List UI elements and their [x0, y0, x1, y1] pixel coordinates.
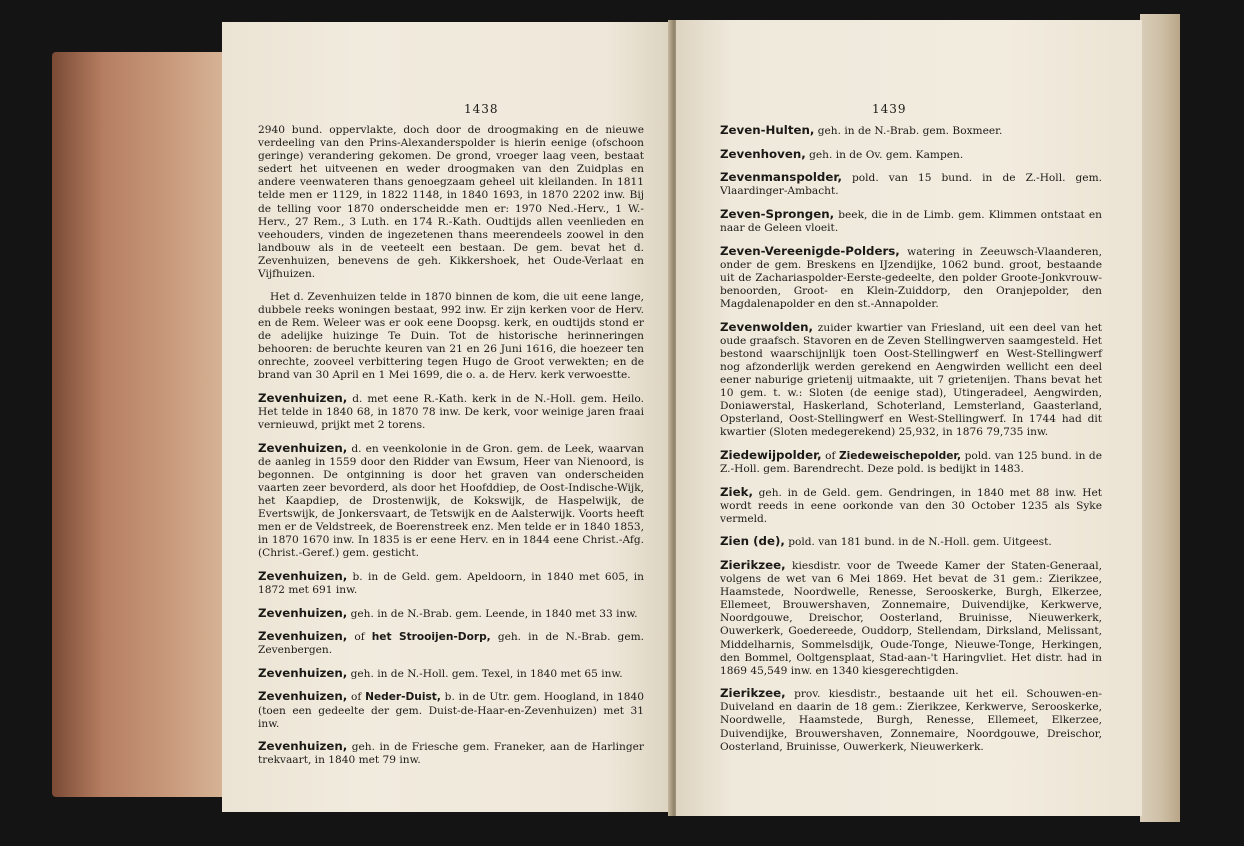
left-page [222, 22, 672, 812]
entry: Zeven-Vereenigde-Polders, watering in Zeeuwsch-Vlaanderen, onder de gem. Breskens en IJzendijke, 1062 bund. groot, bestaande uit de Zachariaspolder-Eerste-gedeelte, den polder Groote-Jonkvrouw-benoorden, Groot- en Klein-Zuiddorp, den Oranjepolder, den Magdalenapolder en den st.-Annapolder. [720, 243, 1102, 310]
entry-headword: Zevenhoven, [720, 146, 806, 161]
entry: Zevenhuizen, geh. in de N.-Brab. gem. Leende, in 1840 met 33 inw. [258, 605, 638, 620]
entry-alt-name: het Strooijen-Dorp, [371, 631, 491, 644]
entry-headword: Zevenhuizen, [258, 665, 348, 680]
entry: Zevenhuizen, of het Strooijen-Dorp, geh. in de N.-Brab. gem. Zevenbergen. [258, 629, 645, 657]
page-number-left: 1438 [464, 102, 499, 116]
entry: Zevenhuizen, geh. in de Friesche gem. Franeker, aan de Harlinger trekvaart, in 1840 met 79 inw. [258, 739, 644, 767]
entry: Zierikzee, prov. kiesdistr., bestaande uit het eil. Schouwen-en-Duiveland en daarin de 18 gem.: Zierikzee, Kerkwerve, Serooskerke, Noordwelle, Haamstede, Burgh, Renesse, Ellemeet, Elkerzee, Duivendijke, Brouwershaven, Zonnemaire, Noordgouwe, Dreischor, Oosterland, Bruinisse, Ouwerkerk, Nieuwerkerk. [720, 686, 1102, 753]
entry-paragraph: 2940 bund. oppervlakte, doch door de droogmaking en de nieuwe verdeeling van den Prins-Alexanderspolder is hierin eenige (ofschoon geringe) verandering gekomen. De grond, vroeger laag veen, bestaat sedert het uitveenen en weder droogmaken van den Zuidplas en andere veenwateren thans genoegzaam geheel uit kleilanden. In 1811 telde men er 1129, in 1822 1148, in 1840 1693, in 1870 2202 inw. Bij de telling voor 1870 onderscheidde men er: 1970 Ned.-Herv., 1 W.-Herv., 27 Rem., 3 Luth. en 174 R.-Kath. Oudtijds allen veenlieden en veehouders, vinden de ingezetenen thans meerendeels zoowel in den landbouw als in de veeteelt een bestaan. De gem. bevat het d. Zevenhuizen, benevens de geh. Kikkershoek, het Oude-Verlaat en Vijfhuizen. [258, 124, 644, 281]
entry: Ziek, geh. in de Geld. gem. Gendringen, in 1840 met 88 inw. Het wordt reeds in eene oorkonde van den 30 October 1235 als Syke vermeld. [720, 484, 1102, 525]
entry-headword: Zevenmanspolder, [720, 170, 842, 185]
entry-headword: Zevenhuizen, [258, 440, 348, 455]
right-page [676, 20, 1142, 816]
entry-headword: Zeven-Sprongen, [720, 206, 835, 221]
entry: Zevenhuizen, b. in de Geld. gem. Apeldoorn, in 1840 met 605, in 1872 met 691 inw. [258, 568, 644, 596]
entry-headword: Ziek, [720, 484, 753, 499]
entry: Zierikzee, kiesdistr. voor de Tweede Kamer der Staten-Generaal, volgens de wet van 6 Mei 1869. Het bevat de 31 gem.: Zierikzee, Haamstede, Noordwelle, Renesse, Serooskerke, Burgh, Elkerzee, Ellemeet, Brouwershaven, Zonnemaire, Duivendijke, Kerkwerve, Noordgouwe, Dreischor, Oosterland, Bruinisse, Nieuwerkerk, Ouwerkerk, Goedereede, Ouddorp, Stellendam, Dirksland, Melissant, Middelharnis, Sommelsdijk, Oude-Tonge, Nieuwe-Tonge, Herkingen, den Bommel, Ooltgensplaat, Stad-aan-'t Haringvliet. Het distr. had in 1869 45,549 inw. en 1340 kiesgerechtigden. [720, 557, 1102, 677]
entry-headword: Zevenhuizen, [258, 568, 348, 583]
left-column [258, 124, 644, 777]
entry-alt-name: Neder-Duist, [365, 691, 441, 704]
entry: Zeven-Hulten, geh. in de N.-Brab. gem. Boxmeer. [720, 123, 1003, 137]
entry-paragraph: Het d. Zevenhuizen telde in 1870 binnen de kom, die uit eene lange, dubbele reeks woningen bestaat, 992 inw. Er zijn kerken voor de Herv. en de Rem. Weleer was er ook eene Doopsg. kerk, en oudtijds stond er de adelijke huizinge Te Duin. Tot de historische herinneringen behooren: de beruchte keuren van 21 en 26 Juni 1616, die hoezeer ten onrechte, zooveel verbittering tegen Hugo de Groot verwekten; en de brand van 30 April en 1 Mei 1699, die o. a. de Herv. kerk verwoestte. [258, 290, 644, 382]
entry-headword: Zeven-Hulten, [720, 123, 815, 137]
entry: Zevenhuizen, of Neder-Duist, b. in de Utr. gem. Hoogland, in 1840 (toen een gedeelte der gem. Duist-de-Haar-en-Zevenhuizen) met 31 inw. [258, 689, 644, 730]
entry-headword: Zeven-Vereenigde-Polders, [720, 243, 900, 258]
entry: Zevenhuizen, geh. in de N.-Holl. gem. Texel, in 1840 met 65 inw. [258, 665, 623, 680]
entry: Zevenhuizen, d. met eene R.-Kath. kerk in de N.-Holl. gem. Heilo. Het telde in 1840 68, in 1870 78 inw. De kerk, voor weinige jaren fraai vernieuwd, prijkt met 2 torens. [258, 390, 644, 431]
entry-headword: Zevenhuizen, [258, 605, 348, 620]
right-column [720, 124, 1102, 763]
page-edges-left [52, 52, 222, 797]
entry: Zevenhoven, geh. in de Ov. gem. Kampen. [720, 146, 964, 161]
entry-headword: Zevenhuizen, [258, 629, 348, 644]
entry-headword: Zierikzee, [720, 686, 786, 701]
entry-headword: Zevenhuizen, [258, 390, 348, 405]
entry: Zevenwolden, zuider kwartier van Friesland, uit een deel van het oude graafsch. Stavoren en de Zeven Stellingwerven saamgesteld. Het bestond waarschijnlijk toen Oost-Stellingwerf en West-Stellingwerf nog afzonderlijk werden gerekend en Aengwirden wellicht een deel eener naburige grietenij uitmaakte, uit 7 grietenijen. Thans bevat het 10 gem. t. w.: Sloten (de eenige stad), Utingeradeel, Aengwirden, Doniawerstal, Haskerland, Schoterland, Lemsterland, Gaasterland, Opsterland, Oost-Stellingwerf en West-Stellingwerf. In 1744 had dit kwartier (Sloten medegerekend) 25,932, in 1876 79,735 inw. [720, 319, 1102, 439]
entry: Ziedewijpolder, of Ziedeweischepolder, pold. van 125 bund. in de Z.-Holl. gem. Barendrecht. Deze pold. is bedijkt in 1483. [720, 447, 1102, 475]
entry-headword: Zevenhuizen, [258, 739, 348, 754]
entry: Zeven-Sprongen, beek, die in de Limb. gem. Klimmen ontstaat en naar de Geleen vloeit. [720, 206, 1102, 234]
entry: Zien (de), pold. van 181 bund. in de N.-Holl. gem. Uitgeest. [720, 534, 1052, 549]
entry: Zevenhuizen, d. en veenkolonie in de Gron. gem. de Leek, waarvan de aanleg in 1559 door den Ridder van Ewsum, Heer van Nienoord, is begonnen. De ontginning is door het graven van onderscheiden vaarten zeer bevorderd, als door het Hoofddiep, de Oost-Indische-Wijk, het Kaapdiep, de Drostenwijk, de Kokswijk, de Haspelwijk, de Evertswijk, de Jonkersvaart, de Tetswijk en de Aalsterwijk. Voorts heeft men er de Veldstreek, de Boerenstreek enz. Men telde er in 1840 1853, in 1870 1670 inw. In 1835 is er eene Herv. en in 1844 eene Christ.-Afg. (Christ.-Geref.) gem. gesticht. [258, 440, 644, 560]
page-edges-right [1140, 14, 1180, 822]
page-number-right: 1439 [872, 102, 907, 116]
entry-headword: Zierikzee, [720, 557, 786, 572]
entry-headword: Ziedewijpolder, [720, 447, 822, 462]
entry-headword: Zevenhuizen, [258, 689, 348, 704]
entry-headword: Zevenwolden, [720, 319, 814, 334]
entry: Zevenmanspolder, pold. van 15 bund. in de Z.-Holl. gem. Vlaardinger-Ambacht. [720, 170, 1102, 198]
entry-headword: Zien (de), [720, 534, 785, 549]
entry-alt-name: Ziedeweischepolder, [838, 449, 962, 462]
